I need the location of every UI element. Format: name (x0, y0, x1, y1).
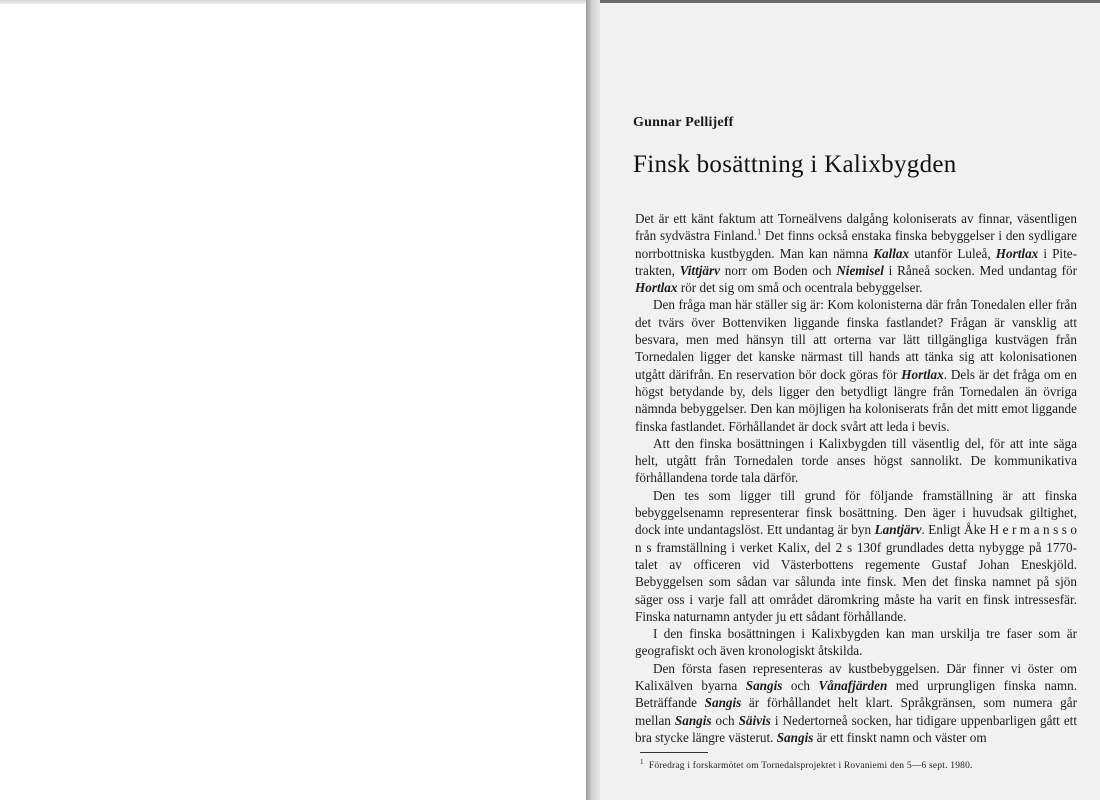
place-name: Sangis (745, 678, 783, 694)
right-page (600, 0, 1100, 800)
text-run: och (711, 712, 739, 728)
text-run: är ett finskt namn och väster om (813, 729, 987, 745)
footnote-mark: 1 (640, 758, 644, 766)
text-run: Den tes som ligger till grund för följande framställning är att finska bebyggelsenamn representerar finsk bosättning. Den äger i huvudsak giltighet, dock inte undantagslöst. Ett undantag är byn (635, 487, 1077, 538)
place-name: Kallax (873, 245, 910, 261)
text-run: Den fråga man här ställer sig är: Kom kolonisterna där från Tonedalen eller från det tvärs över Bottenviken liggande finska fastlandet? Frågan är vansklig att besvara, men med hänsyn till att orterna var lätt tillgängliga kustvägen från Tornedalen ligger det kanske närmast till hands att tänka sig att kolonisationen utgått därifrån. En reservation bör dock göras för (635, 297, 1077, 382)
article-title: Finsk bosättning i Kalixbygden (633, 151, 957, 178)
footnote-ref: 1 (757, 227, 762, 237)
text-run: I den finska bosättningen i Kalixbygden kan man urskilja tre faser som är geografiskt och även kronologiskt åtskilda. (635, 626, 1077, 659)
place-name: Hortlax (995, 245, 1039, 261)
footnote-text: Föredrag i forskarmötet om Tornedalsprojektet i Rovaniemi den 5—6 sept. 1980. (648, 761, 973, 772)
text-run: rör det sig om små och ocentrala bebyggelser. (677, 280, 923, 296)
text-run: är förhållandet helt klart. Språkgränsen, som numera går mellan (635, 695, 1077, 728)
place-name: Hortlax (901, 366, 944, 382)
footnote (640, 758, 1080, 771)
paragraph (635, 210, 1077, 296)
place-name: Sangis (704, 695, 742, 711)
text-run: norr om Boden och (720, 262, 837, 278)
page-top-edge (600, 0, 1100, 3)
place-name: Säivis (738, 712, 771, 728)
text-run: Den första fasen representeras av kustbebyggelsen. Där finner vi öster om Kalixälven byarna (635, 660, 1077, 694)
text-run: Det är ett känt faktum att Torneälvens dalgång koloniserats av finnar, väsentligen från sydvästra Finland. (635, 211, 1077, 244)
text-run: Det finns också enstaka finska bebyggelser i den sydligare norrbottniska kustbygden. Man kan nämna (635, 228, 1077, 261)
paragraph (635, 625, 1077, 660)
author-name: Gunnar Pellijeff (633, 115, 734, 130)
paragraph (635, 487, 1077, 625)
text-run: i Nedertorneå socken, har tidigare uppenbarligen gått ett bra stycke längre västerut. (635, 712, 1078, 745)
text-run: och (782, 678, 819, 694)
place-name: Hortlax (635, 280, 678, 296)
article-body (635, 210, 1077, 746)
text-run: . Enligt Åke H e r m a n s s o n s framställning i verket Kalix, del 2 s 130f grundlades detta nybygge på 1770-talet av officeren vid Västerbottens regemente Gustaf Johan Eneskjöld. Bebyggelsen som sådan var sålunda inte finsk. Men det finska namnet på sjön säger oss i varje fall att området däromkring måste ha varit en finsk intressesfär. Finska naturnamn antyder ju ett sådant förhållande. (635, 522, 1077, 624)
place-name: Vittjärv (679, 262, 721, 278)
paragraph (635, 435, 1077, 487)
paragraph (635, 660, 1077, 746)
text-run: i Pite-trakten, (635, 245, 1077, 278)
text-run: med urprungligen finska namn. Beträffande (635, 678, 1077, 711)
place-name: Sangis (776, 729, 814, 745)
text-run: Att den finska bosättningen i Kalixbygden till väsentlig del, för att inte säga helt, utgått från Tornedalen torde anses högst sannolikt. De kommunikativa förhållandena torde tala därför. (635, 435, 1077, 486)
text-run: . Dels är det fråga om en högst betydande by, dels ligger den betydligt längre från Tornedalen än övriga nämnda bebyggelser. Den kan möjligen ha koloniserats från det mitt emot liggande finska fastlandet. Förhållandet är dock svårt att leda i bevis. (635, 366, 1077, 434)
paragraph (635, 296, 1077, 434)
place-name: Lantjärv (874, 522, 922, 538)
place-name: Niemisel (836, 262, 884, 278)
footnote-rule (640, 752, 708, 753)
top-edge-shadow (0, 0, 590, 4)
text-run: i Råneå socken. Med undantag för (883, 262, 1078, 278)
place-name: Sangis (674, 712, 712, 728)
text-run: utanför Luleå, (909, 245, 996, 261)
place-name: Vånafjärden (818, 678, 888, 694)
